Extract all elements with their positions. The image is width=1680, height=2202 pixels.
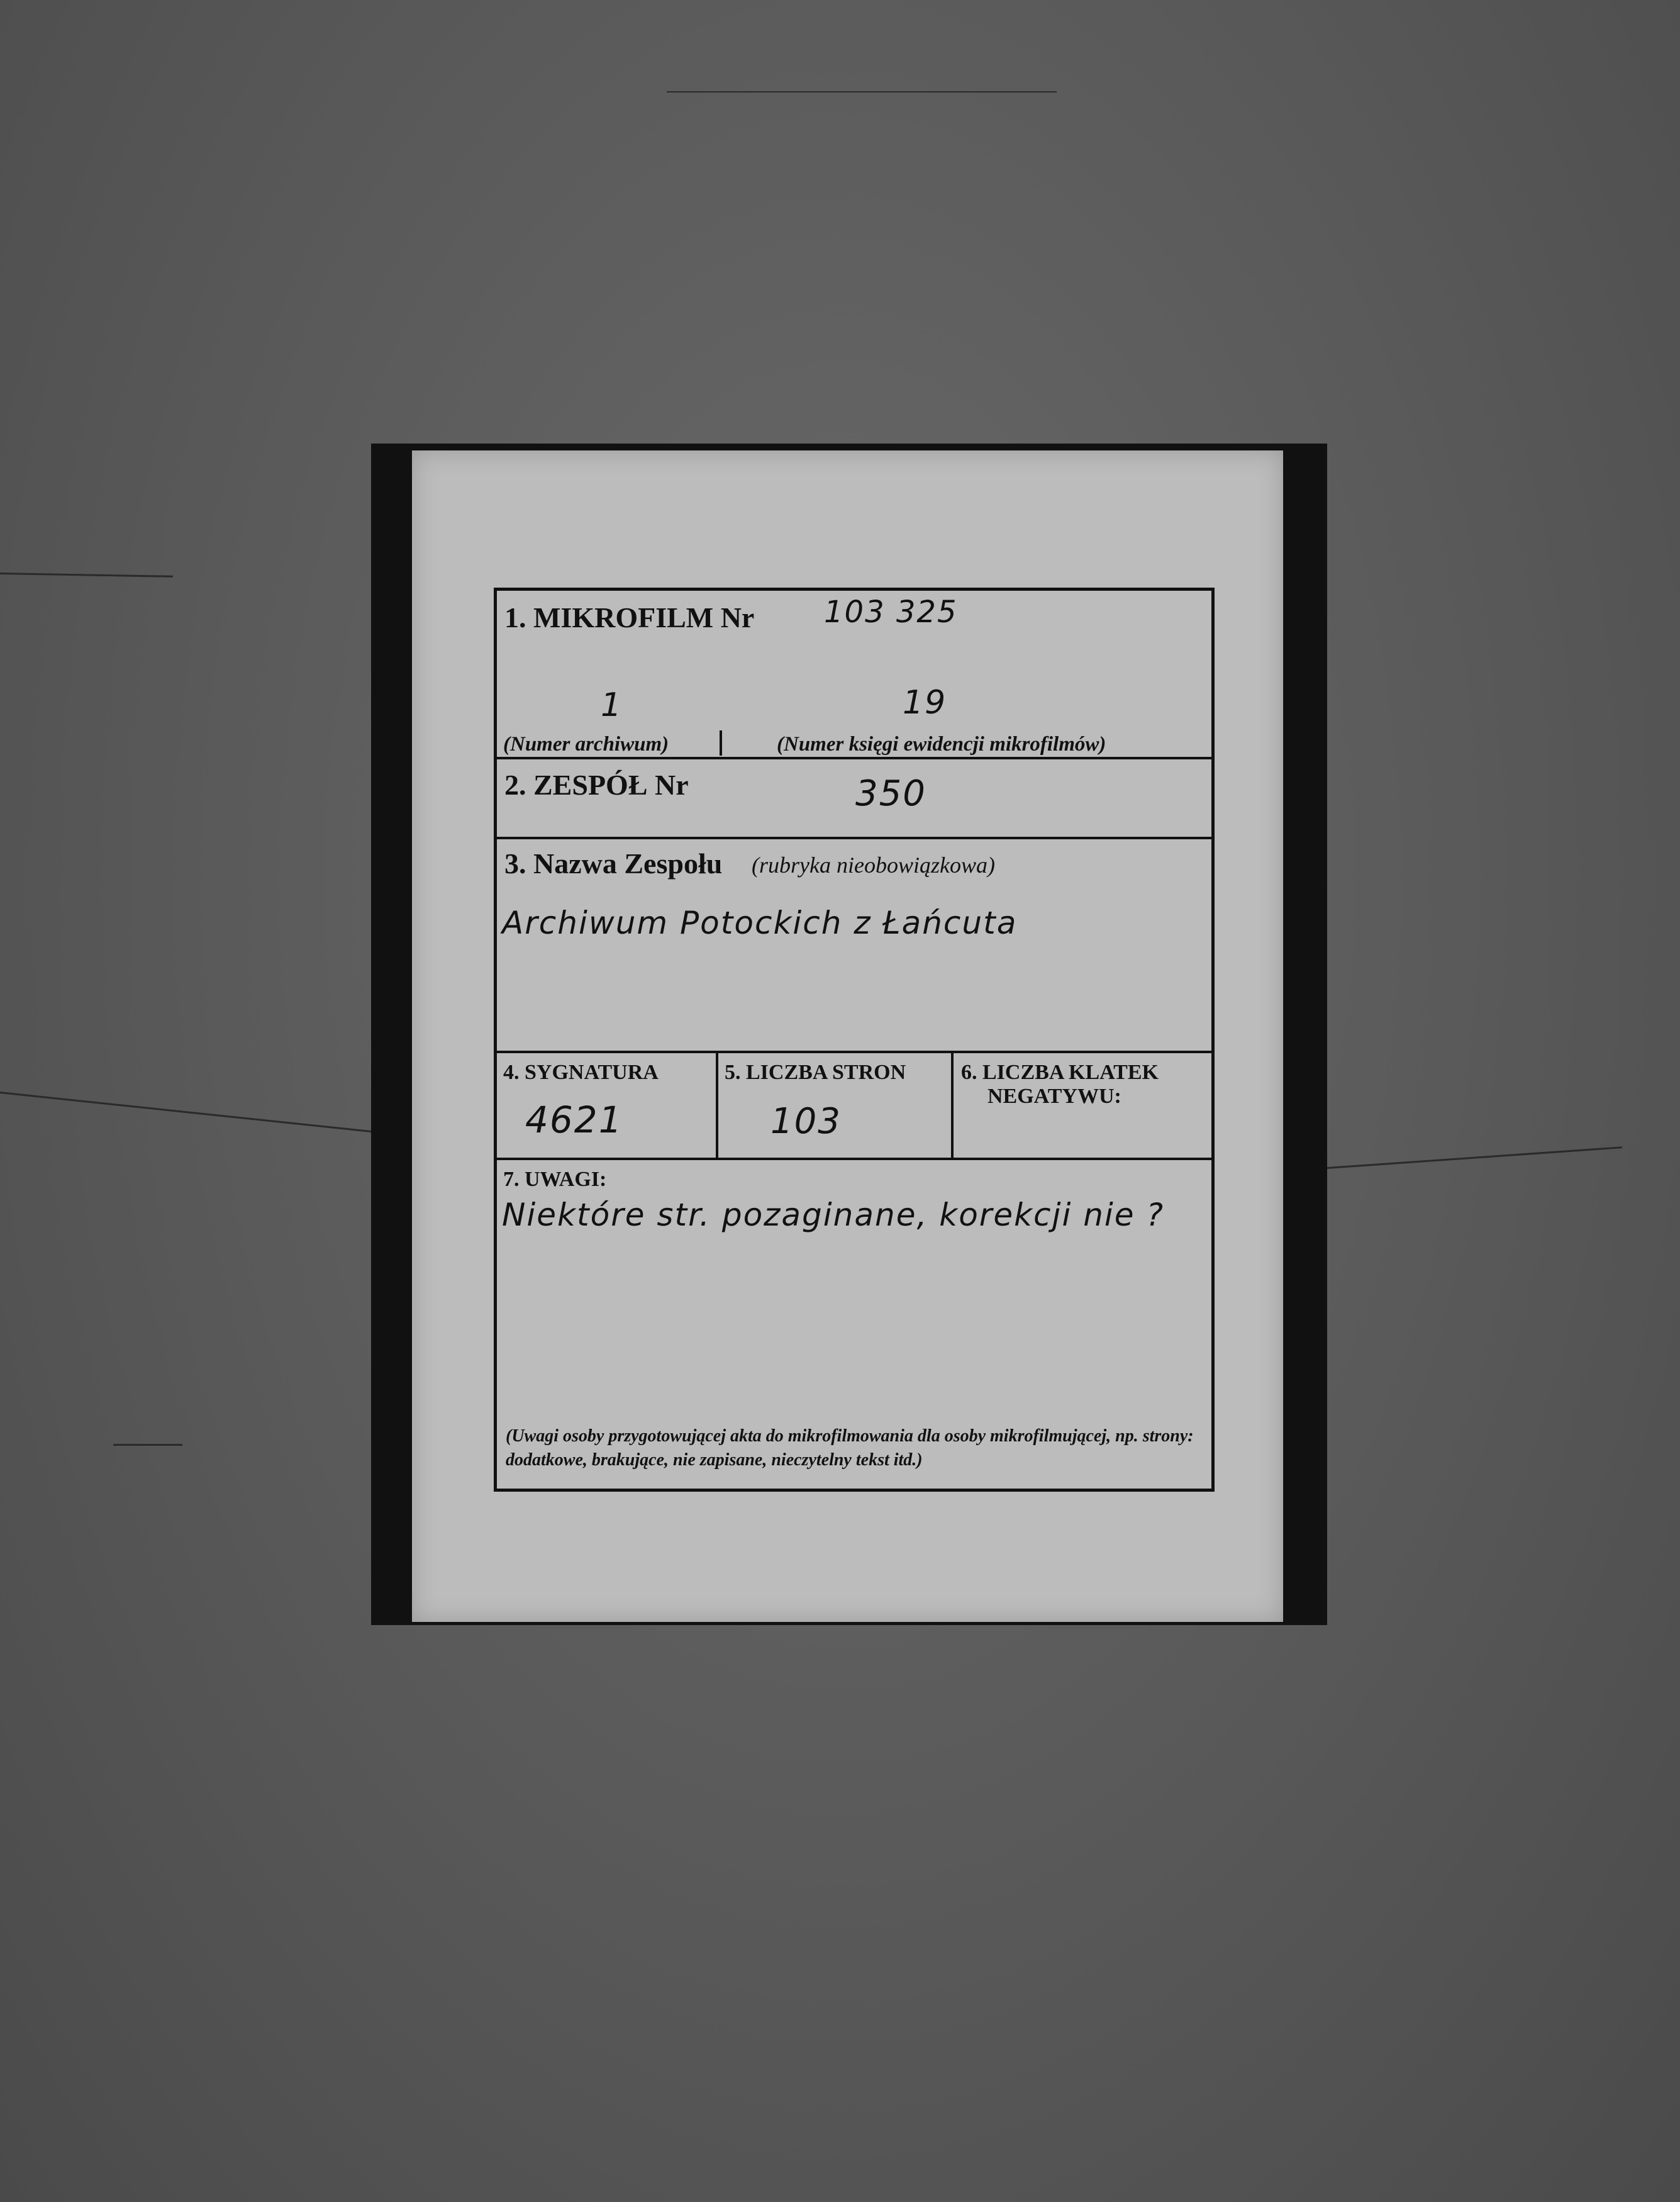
nazwa-note: (rubryka nieobowiązkowa) [752,852,995,878]
counts-divider-2 [951,1053,954,1158]
register-number-value: 19 [903,684,947,722]
zespol-label: 2. ZESPÓŁ Nr [504,769,689,801]
nazwa-label: 3. Nazwa Zespołu [504,847,723,880]
microfilm-form [494,588,1215,1492]
liczba-klatek-label-line1: 6. LICZBA KLATEK [961,1061,1159,1084]
row-nazwa [497,839,1211,1053]
film-scratch [0,1092,375,1133]
register-number-caption: (Numer księgi ewidencji mikrofilmów) [777,733,1106,756]
film-scratch [0,573,173,578]
uwagi-label: 7. UWAGI: [503,1168,607,1191]
mikrofilm-label: 1. MIKROFILM Nr [504,601,755,634]
archive-number-value: 1 [601,686,623,724]
uwagi-footnote: (Uwagi osoby przygotowującej akta do mikrofilmowania dla osoby mikrofilmującej, np. strony: dodatkowe, brakujące, nie zapisane, nieczytelny tekst itd.) [506,1426,1194,1470]
row-uwagi [497,1160,1211,1487]
archive-number-caption: (Numer archiwum) [503,733,669,756]
film-scratch [667,91,1057,92]
liczba-klatek-label-line2: NEGATYWU: [987,1085,1121,1108]
counts-divider-1 [716,1053,718,1158]
uwagi-value: Niektóre str. pozaginane, korekcji nie ? [502,1197,1164,1233]
liczba-stron-label: 5. LICZBA STRON [725,1061,906,1084]
mikrofilm-value: 103 325 [824,595,958,630]
film-scratch [113,1444,182,1446]
film-scratch [1327,1146,1622,1169]
row-counts [497,1053,1211,1160]
row-zespol [497,759,1211,839]
sygnatura-value: 4621 [525,1098,623,1141]
sygnatura-label: 4. SYGNATURA [503,1061,659,1084]
nazwa-value: Archiwum Potockich z Łańcuta [502,905,1018,941]
row-mikrofilm [497,591,1211,759]
caption-divider [720,730,722,756]
zespol-value: 350 [855,773,926,814]
liczba-stron-value: 103 [770,1101,842,1142]
